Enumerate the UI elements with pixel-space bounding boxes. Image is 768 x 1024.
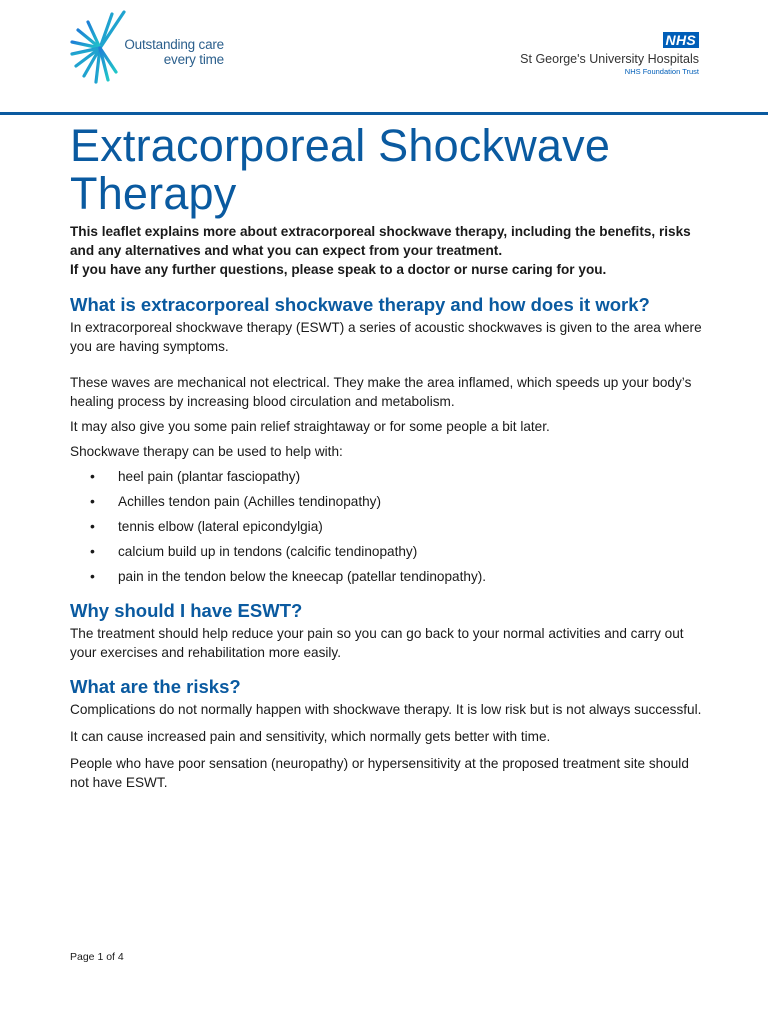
conditions-list [70, 467, 710, 586]
page-title: Extracorporeal Shockwave Therapy [70, 120, 611, 219]
list-item: • pain in the tendon below the kneecap (patellar tendinopathy). [70, 567, 710, 586]
intro-paragraph: This leaflet explains more about extracorporeal shockwave therapy, including the benefits, risks and any alternatives and what you can expect from your treatment. [70, 224, 691, 258]
body-paragraph: The treatment should help reduce your pain so you can go back to your normal activities and carry out your exercises and rehabilitation more easily. [70, 626, 684, 660]
list-item: • tennis elbow (lateral epicondylgia) [70, 517, 710, 536]
body-paragraph: In extracorporeal shockwave therapy (ESWT) a series of acoustic shockwaves is given to the area where you are having symptoms. [70, 320, 702, 354]
page-header [0, 0, 768, 112]
body-paragraph: People who have poor sensation (neuropathy) or hypersensitivity at the proposed treatment site should not have ESWT. [70, 756, 689, 790]
page-number: Page 1 of 4 [70, 951, 124, 963]
body-paragraph: It can cause increased pain and sensitivity, which normally gets better with time. [70, 729, 551, 744]
tagline-line-1: Outstanding care [124, 37, 224, 52]
brand-tagline [118, 37, 224, 67]
section-heading: What is extracorporeal shockwave therapy and how does it work? [70, 294, 650, 315]
trust-name: NHS Foundation Trust [624, 67, 699, 76]
section-heading: Why should I have ESWT? [70, 600, 303, 621]
intro-block [70, 222, 710, 279]
list-item: • Achilles tendon pain (Achilles tendinopathy) [70, 492, 710, 511]
list-item: • heel pain (plantar fasciopathy) [70, 467, 710, 486]
body-paragraph: These waves are mechanical not electrical. They make the area inflamed, which speeds up your body’s healing process by increasing blood circulation and metabolism. [70, 375, 692, 409]
nhs-identifier [439, 32, 699, 77]
body-paragraph: It may also give you some pain relief straightaway or for some people a bit later. [70, 419, 550, 434]
intro-paragraph: If you have any further questions, please speak to a doctor or nurse caring for you. [70, 262, 607, 277]
list-item: • calcium build up in tendons (calcific tendinopathy) [70, 542, 710, 561]
organisation-name: St George's University Hospitals [520, 52, 699, 66]
body-paragraph: Shockwave therapy can be used to help with: [70, 444, 343, 459]
body-paragraph: Complications do not normally happen with shockwave therapy. It is low risk but is not always successful. [70, 702, 702, 717]
leaflet-content [70, 122, 710, 792]
nhs-logo-badge: NHS [663, 32, 699, 48]
tagline-line-2: every time [163, 52, 224, 67]
header-divider [0, 112, 768, 115]
section-heading: What are the risks? [70, 676, 241, 697]
